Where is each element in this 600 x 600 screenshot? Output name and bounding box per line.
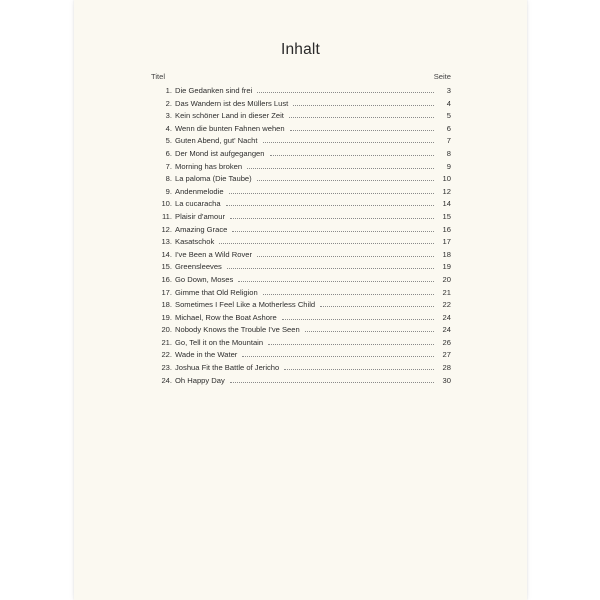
toc-entry: [159, 375, 451, 388]
toc-entry: [159, 349, 451, 362]
toc-entry: [159, 186, 451, 199]
toc-entry-title: I've Been a Wild Rover: [175, 249, 252, 259]
toc-entry: [159, 362, 451, 375]
page-title: Inhalt: [280, 41, 321, 58]
toc-entry-title: Wade in the Water: [175, 350, 238, 360]
toc-entry-title: Wenn die bunten Fahnen wehen: [175, 123, 285, 133]
toc-entry-title: Amazing Grace: [175, 224, 228, 234]
toc-entry-page: 30: [442, 375, 451, 385]
toc-entry-page: 26: [442, 337, 451, 347]
dot-leader: [247, 168, 434, 169]
toc-entry-title: Go, Tell it on the Mountain: [175, 337, 264, 347]
toc-entry-number: 17.: [161, 287, 172, 297]
toc-entry-number: 24.: [161, 375, 172, 385]
toc-entry-page: 20: [442, 274, 451, 284]
toc-entry-title: Das Wandern ist des Müllers Lust: [175, 98, 289, 108]
toc-entry-page: 9: [446, 161, 451, 171]
dot-leader: [226, 205, 434, 206]
toc-entry: [159, 312, 451, 325]
dot-leader: [293, 105, 434, 106]
toc-entry-number: 6.: [165, 148, 172, 158]
toc-entry-page: 28: [442, 363, 451, 373]
toc-entry-title: Joshua Fit the Battle of Jericho: [175, 363, 280, 373]
dot-leader: [257, 180, 434, 181]
toc-entry: [159, 224, 451, 237]
toc-entry: [159, 337, 451, 350]
toc-entry-page: 10: [442, 174, 451, 184]
toc-entry: [159, 249, 451, 262]
toc-entry-number: 18.: [161, 300, 172, 310]
toc-entry: [159, 261, 451, 274]
toc-entry-title: Der Mond ist aufgegangen: [175, 148, 265, 158]
dot-leader: [268, 344, 434, 345]
toc-entry: [159, 287, 451, 300]
toc-entry-number: 22.: [161, 350, 172, 360]
toc-entry-page: 4: [446, 98, 451, 108]
dot-leader: [263, 294, 434, 295]
toc-entry: [159, 135, 451, 148]
toc-entry-page: 24: [442, 325, 451, 335]
toc-entry-page: 19: [442, 262, 451, 272]
toc-entry: [159, 299, 451, 312]
toc-entry-number: 2.: [165, 98, 172, 108]
toc-entry: [159, 211, 451, 224]
toc-entry-number: 15.: [161, 262, 172, 272]
toc-entry-page: 22: [442, 300, 451, 310]
toc-entry: [159, 324, 451, 337]
dot-leader: [270, 155, 435, 156]
dot-leader: [305, 331, 434, 332]
dot-leader: [230, 218, 434, 219]
dot-leader: [284, 369, 434, 370]
dot-leader: [238, 281, 434, 282]
dot-leader: [257, 92, 434, 93]
toc-entry-number: 19.: [161, 312, 172, 322]
toc-entry: [159, 98, 451, 111]
toc-entry-page: 17: [442, 237, 451, 247]
document-page: [74, 0, 527, 600]
column-header-title: Titel: [151, 72, 166, 81]
dot-leader: [242, 356, 434, 357]
toc-entry-page: 3: [446, 86, 451, 95]
toc-entry-title: Morning has broken: [175, 161, 243, 171]
toc-entry-title: La cucaracha: [175, 199, 221, 209]
toc-entry-title: Sometimes I Feel Like a Motherless Child: [175, 300, 316, 310]
dot-leader: [289, 117, 434, 118]
toc-entry-title: Die Gedanken sind frei: [175, 86, 253, 95]
toc-entry: [159, 236, 451, 249]
toc-entry: [159, 110, 451, 123]
toc-entry-number: 11.: [162, 211, 172, 221]
toc-header: [151, 72, 451, 84]
dot-leader: [219, 243, 434, 244]
toc-entry: [159, 198, 451, 211]
dot-leader: [263, 142, 434, 143]
toc-entry-title: Andenmelodie: [175, 186, 224, 196]
toc-entry-title: Kein schöner Land in dieser Zeit: [175, 111, 284, 121]
toc-entry-number: 16.: [161, 274, 172, 284]
toc-entry: [159, 274, 451, 287]
toc-entry-number: 5.: [165, 136, 172, 146]
toc-entry-page: 18: [442, 249, 451, 259]
toc-entry-number: 21.: [161, 337, 172, 347]
toc-entry-number: 23.: [161, 363, 172, 373]
toc-entry: [159, 148, 451, 161]
toc-entry-number: 3.: [165, 111, 172, 121]
toc-entry: [159, 161, 451, 174]
toc-entry-number: 13.: [161, 237, 172, 247]
toc-entry-number: 7.: [165, 161, 172, 171]
dot-leader: [257, 256, 434, 257]
toc-entry-page: 6: [446, 123, 451, 133]
toc-entry-number: 9.: [165, 186, 172, 196]
toc-entry-title: Oh Happy Day: [175, 375, 225, 385]
dot-leader: [290, 130, 434, 131]
toc-entry-title: Gimme that Old Religion: [175, 287, 258, 297]
toc-entry-page: 27: [442, 350, 451, 360]
toc-entry-number: 10.: [161, 199, 172, 209]
dot-leader: [282, 319, 434, 320]
toc-entry-number: 4.: [165, 123, 172, 133]
dot-leader: [230, 382, 434, 383]
toc-entry-title: Michael, Row the Boat Ashore: [175, 312, 277, 322]
toc-entry-title: Guten Abend, gut' Nacht: [175, 136, 258, 146]
toc-entry-number: 14.: [161, 249, 172, 259]
toc-entry-number: 1.: [165, 86, 172, 95]
toc-entry-page: 24: [442, 312, 451, 322]
toc-entry-number: 20.: [161, 325, 172, 335]
toc-entry-page: 5: [446, 111, 451, 121]
toc-entry-title: Plaisir d'amour: [175, 211, 225, 221]
toc-entry-number: 8.: [165, 174, 172, 184]
toc-entry-page: 8: [446, 148, 451, 158]
toc-entry: [159, 173, 451, 186]
toc-entry-page: 16: [442, 224, 451, 234]
dot-leader: [232, 231, 434, 232]
toc-entry-page: 15: [442, 211, 451, 221]
toc-entry-page: 12: [442, 186, 451, 196]
dot-leader: [229, 193, 434, 194]
table-of-contents: [159, 85, 451, 387]
toc-entry: [159, 85, 451, 98]
toc-entry-number: 12.: [161, 224, 172, 234]
dot-leader: [227, 268, 434, 269]
toc-entry-page: 14: [442, 199, 451, 209]
toc-entry-title: Go Down, Moses: [175, 274, 234, 284]
toc-entry-title: La paloma (Die Taube): [175, 174, 252, 184]
toc-entry-title: Greensleeves: [175, 262, 222, 272]
column-header-page: Seite: [433, 72, 451, 81]
dot-leader: [320, 306, 434, 307]
toc-entry-title: Nobody Knows the Trouble I've Seen: [175, 325, 300, 335]
toc-entry: [159, 123, 451, 136]
toc-entry-title: Kasatschok: [175, 237, 215, 247]
toc-entry-page: 7: [446, 136, 451, 146]
toc-entry-page: 21: [442, 287, 451, 297]
